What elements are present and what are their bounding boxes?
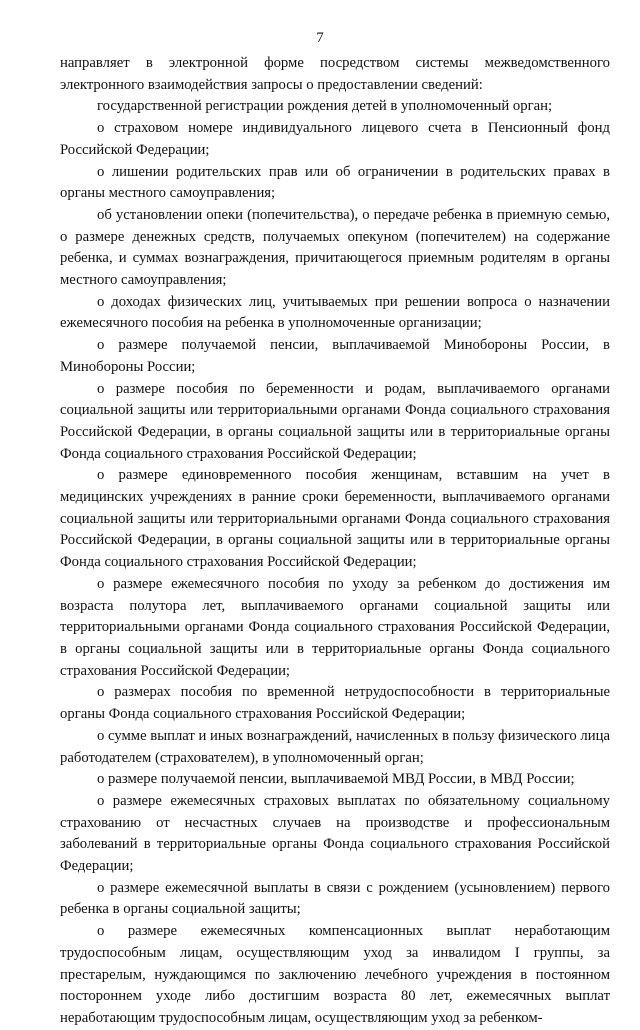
paragraph-income: о доходах физических лиц, учитываемых при решении вопроса о назначении ежемесячного пособия на ребенка в уполномоченные организации;	[60, 293, 610, 332]
paragraph-maternity-benefit: о размере пособия по беременности и родам, выплачиваемого органами социальной защиты или территориальными органами Фонда социального страхования Российской Федерации, в органы социальной защиты или в территориальные органы Фонда социального страхования Российской Федерации;	[60, 380, 610, 462]
paragraph-guardianship: об установлении опеки (попечительства), о передаче ребенка в приемную семью, о размере денежных средств, получаемых опекуном (попечителем) на содержание ребенка, и суммах вознаграждения, причитающегося приемным родителям в органы местного самоуправления;	[60, 206, 610, 289]
paragraph-mod-pension: о размере получаемой пенсии, выплачиваемой Минобороны России, в Минобороны России;	[60, 337, 610, 375]
page-number: 7	[316, 30, 324, 46]
paragraph-parental-rights: о лишении родительских прав или об ограничении в родительских правах в органы местного самоуправления;	[60, 163, 610, 202]
paragraph-intro: направляет в электронной форме посредством системы межведомственного электронного взаимодействия запросы о предоставлении сведений:	[60, 55, 610, 93]
paragraph-caregiver-compensation: о размере ежемесячных компенсационных выплат неработающим трудоспособным лицам, осуществляющим уход за инвалидом I группы, за престарелым, нуждающимся по заключению лечебного учреждения в постоянном постороннем уходе либо достигшим возраста 80 лет, ежемесячных выплат неработающим трудоспособным лицам, осуществляющим уход за ребенком-	[60, 923, 610, 1026]
paragraph-sick-leave: о размерах пособия по временной нетрудоспособности в территориальные органы Фонда социального страхования Российской Федерации;	[60, 684, 610, 723]
paragraph-insurance-payments: о размере ежемесячных страховых выплатах по обязательному социальному страхованию от несчастных случаев на производстве и профессиональным заболеваний в территориальные органы Фонда социального страхования Российской Федерации;	[60, 792, 610, 875]
paragraph-employer-payments: о сумме выплат и иных вознаграждений, начисленных в пользу физического лица работодателем (страхователем), в уполномоченный орган;	[60, 727, 610, 766]
document-body	[60, 53, 610, 1030]
paragraph-birth-registration: государственной регистрации рождения детей в уполномоченный орган;	[97, 98, 553, 115]
paragraph-early-registration-benefit: о размере единовременного пособия женщинам, вставшим на учет в медицинских учреждениях в ранние сроки беременности, выплачиваемого органами социальной защиты или территориальными органами Фонда социального страхования Российской Федерации, в органы социальной защиты или в территориальные органы Фонда социального страхования Российской Федерации;	[60, 467, 610, 571]
paragraph-insurance-number: о страховом номере индивидуального лицевого счета в Пенсионный фонд Российской Федерации;	[60, 120, 610, 158]
paragraph-childcare-benefit: о размере ежемесячного пособия по уходу за ребенком до достижения им возраста полутора лет, выплачиваемого органами социальной защиты или территориальными органами Фонда социального страхования Российской Федерации, в органы социальной защиты или в территориальные органы Фонда социального страхования Российской Федерации;	[60, 575, 610, 679]
paragraph-first-child-payment: о размере ежемесячной выплаты в связи с рождением (усыновлением) первого ребенка в органы социальной защиты;	[60, 879, 610, 918]
paragraph-mvd-pension: о размере получаемой пенсии, выплачиваемой МВД России, в МВД России;	[97, 771, 575, 788]
